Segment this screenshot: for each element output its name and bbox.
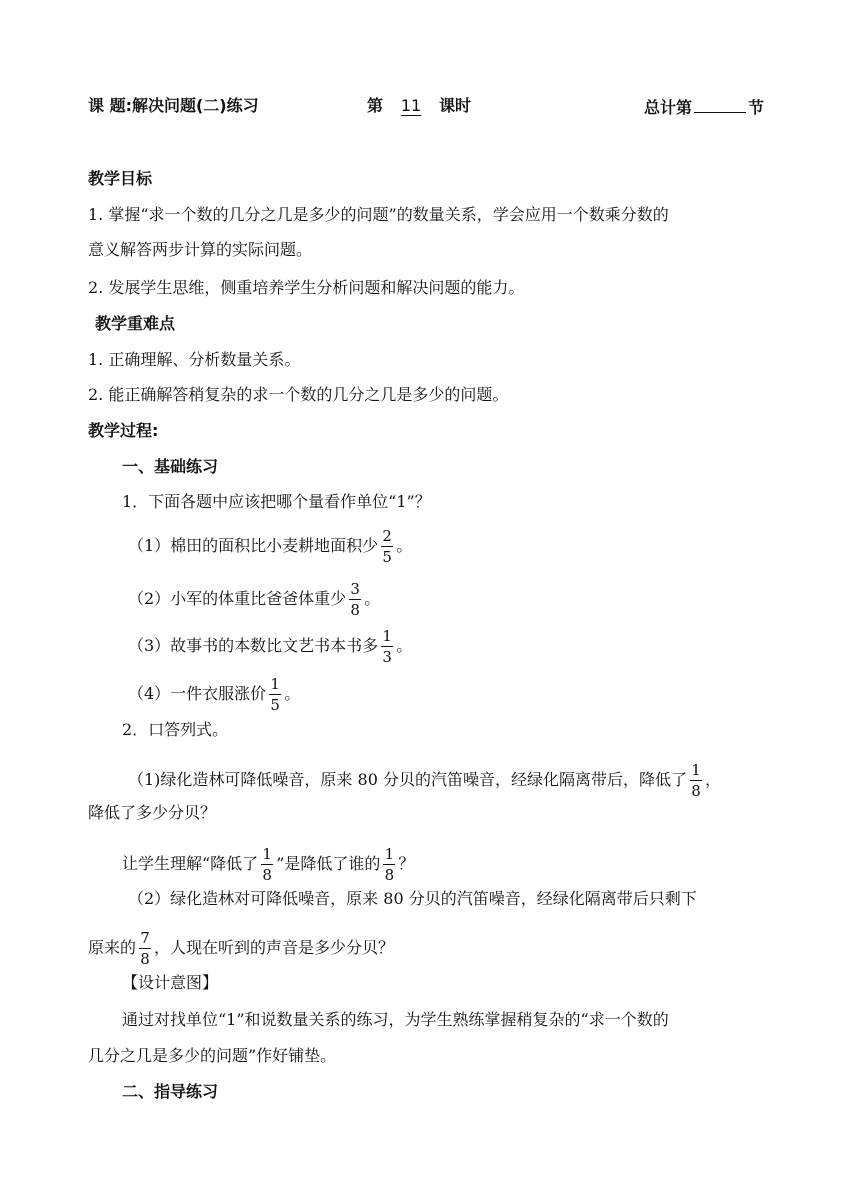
section-1-heading: 一、基础练习 [122,457,219,476]
q1-item-1: （1）棉田的面积比小麦耕地面积少 $\frac{2}{5}$ 。 [128,527,413,566]
fraction: $\frac{1}{8}$ [384,845,395,884]
objective-1-line-2: 意义解答两步计算的实际问题。 [88,240,313,259]
course-title: 解决问题(二)练习 [131,96,259,115]
process-heading: 教学过程: [88,421,159,440]
fraction: $\frac{1}{3}$ [382,627,392,666]
q2-item-2-line-1: （2）绿化造林对可降低噪音，原来 80 分贝的汽笛噪音，经绿化隔离带后只剩下 [128,889,697,908]
lesson-suffix: 课时 [439,96,472,115]
total-field [644,96,764,118]
q1-item-2: （2）小军的体重比爸爸体重少 $\frac{3}{8}$ 。 [128,580,381,619]
fraction: $\frac{3}{8}$ [350,580,360,619]
q2-item-1-line-1: （1)绿化造林可降低噪音，原来 80 分贝的汽笛噪音，经绿化隔离带后，降低了 $\frac{1}{8}$ ， [128,761,721,800]
q2-item-2-line-2: 原来的 $\frac{7}{8}$ ，人现在听到的声音是多少分贝？ [88,929,395,968]
q2-item-1-line-2: 降低了多少分贝？ [88,803,217,822]
total-prefix: 总计第 [644,98,693,117]
objectives-heading: 教学目标 [88,169,153,188]
section-2-heading: 二、指导练习 [122,1082,219,1101]
q1-item-3: （3）故事书的本数比文艺书本书多 $\frac{1}{3}$ 。 [128,627,413,666]
keypoint-2: 2. 能正确解答稍复杂的求一个数的几分之几是多少的问题。 [88,385,509,404]
total-suffix: 节 [748,98,765,117]
fraction: $\frac{1}{8}$ [262,845,272,884]
objective-2: 2. 发展学生思维，侧重培养学生分析问题和解决问题的能力。 [88,278,525,297]
fraction: $\frac{7}{8}$ [140,929,150,968]
course-label: 课 题: [88,96,132,115]
header-row [88,96,259,116]
understand-line: 让学生理解“降低了 $\frac{1}{8}$ ”是降低了谁的 $\frac{1}{8}$ ？ [122,845,415,884]
lesson-number: 11 [400,96,422,115]
objective-1-line-1: 1. 掌握“求一个数的几分之几是多少的问题”的数量关系，学会应用一个数乘分数的 [88,205,669,224]
keypoint-1: 1. 正确理解、分析数量关系。 [88,350,301,369]
lesson-number-field [367,96,471,116]
lesson-prefix: 第 [367,96,384,115]
design-line-1: 通过对找单位“1”和说数量关系的练习，为学生熟练掌握稍复杂的“求一个数的 [122,1010,669,1029]
q1-item-4: （4）一件衣服涨价 $\frac{1}{5}$ 。 [128,675,301,714]
design-line-2: 几分之几是多少的问题”作好铺垫。 [88,1046,337,1065]
q1-item-text: （2）小军的体重比爸爸体重少 [128,589,347,608]
keypoints-heading: 教学重难点 [95,314,176,333]
fraction: $\frac{2}{5}$ [382,527,392,566]
q1-item-text: （3）故事书的本数比文艺书本书多 [128,636,379,655]
fraction: $\frac{1}{8}$ [691,761,701,800]
q1-item-text: （1）棉田的面积比小麦耕地面积少 [128,536,379,555]
question-2: 2．口答列式。 [122,720,229,739]
question-1: 1．下面各题中应该把哪个量看作单位“1”？ [122,492,431,511]
total-blank [694,96,746,113]
q1-item-text: （4）一件衣服涨价 [128,684,267,703]
design-heading: 【设计意图】 [122,973,219,992]
fraction: $\frac{1}{5}$ [270,675,280,714]
